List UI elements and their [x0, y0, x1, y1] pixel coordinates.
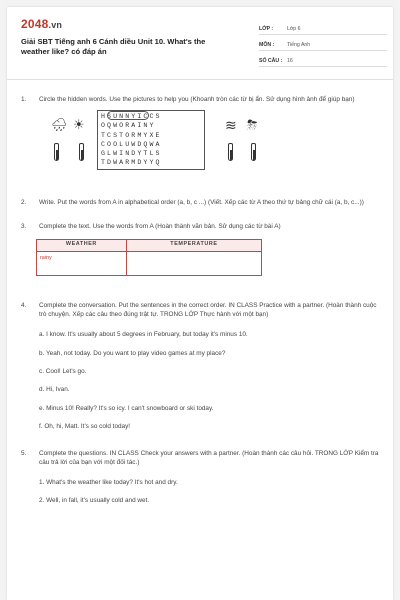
grid-row: GLWINDYTLS: [101, 150, 162, 158]
question-3: [21, 222, 381, 231]
meta-value: Lớp 6: [287, 26, 301, 32]
grid-row: TCSTORMYXE: [101, 131, 162, 139]
meta-value: Tiếng Anh: [287, 42, 311, 48]
question-number: 2.: [21, 199, 27, 207]
answer-circle: [107, 111, 149, 120]
document-page: [7, 7, 393, 600]
weather-table: [36, 239, 262, 276]
grid-row: OQWORAINY: [101, 122, 156, 130]
wind-icon: ≋: [225, 117, 237, 134]
question-number: 5.: [21, 450, 27, 458]
thermometer-cool-icon: [251, 143, 256, 161]
site-logo[interactable]: 2048.vn: [21, 17, 63, 31]
document-body: [21, 95, 381, 505]
word-search-area: [21, 110, 381, 170]
word-search-grid: [97, 110, 205, 169]
meta-label: MÔN :: [259, 42, 275, 48]
question-text: Circle the hidden words. Use the pictures to help you (Khoanh tròn các từ bị ẩn. Sử dụng hình ảnh để giúp bạn): [39, 96, 355, 103]
document-title: Giải SBT Tiếng anh 6 Cánh diều Unit 10. What's the weather like? có đáp án: [21, 37, 206, 56]
thermometer-warm-icon: [228, 143, 233, 161]
question-text: Complete the text. Use the words from A (Hoàn thành văn bản. Sử dụng các từ bài A): [39, 222, 281, 230]
meta-row-count: [259, 53, 387, 67]
header-divider: [7, 79, 393, 80]
question-5: [21, 449, 381, 468]
grid-row: TDWARMDYYQ: [101, 159, 162, 167]
storm-icon: ⛈: [247, 117, 258, 133]
meta-value: 16: [287, 58, 293, 64]
meta-row-grade: [259, 21, 387, 35]
meta-row-subject: [259, 37, 387, 51]
question-1: [21, 95, 381, 104]
list-item: 2. Well, in fall, it's usually cold and wet.: [39, 496, 150, 504]
question-4: [21, 301, 381, 320]
grid-row: HSUNNYICCS: [101, 113, 162, 121]
question-2: [21, 198, 381, 207]
question-number: 4.: [21, 301, 27, 309]
sun-icon: ☀: [73, 117, 85, 133]
meta-label: SỐ CÂU :: [259, 58, 283, 64]
table-cell: [126, 251, 261, 275]
list-item: f. Oh, hi, Matt. It's so cold today!: [39, 422, 131, 430]
list-item: a. I know. It's usually about 5 degrees in February, but today it's minus 10.: [39, 331, 248, 339]
thermometer-hot-icon: [79, 143, 84, 161]
question-text: Complete the questions. IN CLASS Check your answers with a partner. (Hoàn thành các câu hỏi. TRONG LỚP Kiểm tra câu trả lời của bạn với một đối tác.): [39, 450, 379, 467]
question-text: Write. Put the words from A in alphabetical order (a, b, c ...) (Viết. Xếp các từ A theo thứ tự bảng chữ cái (a, b, c...)): [39, 199, 364, 207]
list-item: b. Yeah, not today. Do you want to play video games at my place?: [39, 349, 226, 357]
grid-row: COOLUWDQWA: [101, 140, 162, 148]
column-header-weather: WEATHER: [37, 239, 127, 251]
list-item: c. Cool! Let's go.: [39, 367, 87, 375]
column-header-temperature: TEMPERATURE: [126, 239, 261, 251]
list-item: d. Hi, Ivan.: [39, 386, 70, 394]
thermometer-cold-icon: [54, 143, 59, 161]
list-item: e. Minus 10! Really? It's so icy. I can't snowboard or ski today.: [39, 404, 214, 412]
list-item: 1. What's the weather like today? It's hot and dry.: [39, 478, 178, 486]
question-number: 1.: [21, 96, 27, 103]
table-cell: rainy: [37, 251, 127, 275]
document-meta: [259, 21, 387, 69]
meta-label: LỚP :: [259, 26, 274, 32]
question-text: Complete the conversation. Put the sentences in the correct order. IN CLASS Practice with a partner. (Hoàn thành cuộc trò chuyện. Xếp các câu theo đúng trật tự. TRONG LỚP Thực hành với một bạn): [39, 301, 377, 319]
document-header: [21, 17, 381, 69]
cloud-rain-icon: 🌧: [51, 117, 68, 133]
question-number: 3.: [21, 222, 27, 230]
